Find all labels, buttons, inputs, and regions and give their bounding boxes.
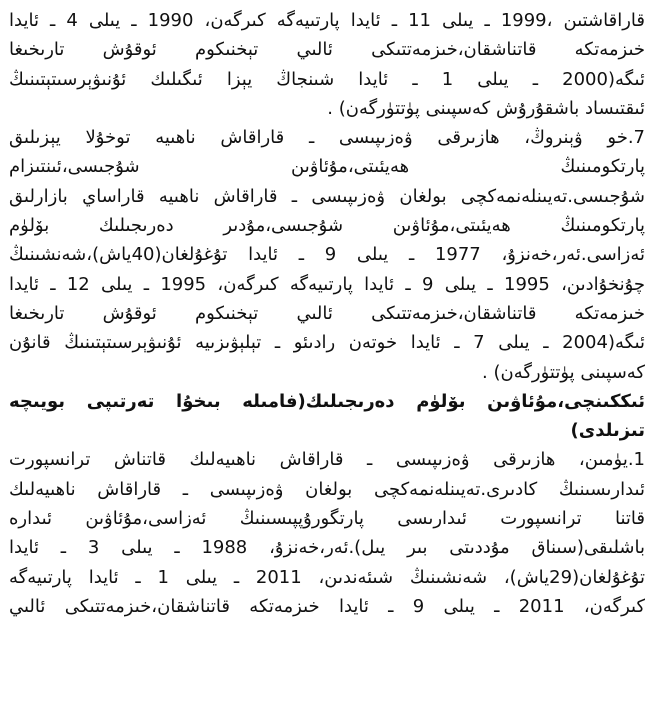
text-line: باشلىقى(سىناق مۇددىتى بىر يىل).ئەر،خەنزۇ، 1988 ـ يىلى 3 ـ ئايدا: [9, 537, 645, 559]
text-line: شۇجىسى.تەيىنلەنمەكچى بولغان ۋەزىپىسى ـ قاراقاش ناھىيە قاراساي بازارلىق: [9, 185, 645, 207]
text-line: 7.خو ۋېنروڭ، ھازىرقى ۋەزىپىسى ـ قاراقاش ناھىيە توخۇلا يېزىلىق: [9, 127, 645, 149]
paragraph-2: [9, 123, 645, 387]
text-line: قاراقاشتىن ،1999 ـ يىلى 11 ـ ئايدا پارتىيەگە كىرگەن، 1990 ـ يىلى 4 ـ ئايدا: [9, 10, 645, 31]
text-line: خىزمەتكە قاتناشقان،خىزمەتتىكى ئالىي تېخنىكوم ئوقۇش تارىخىغا: [9, 302, 645, 324]
text-line: ئىقتىساد باشقۇرۇش كەسپىنى پۈتتۈرگەن) .: [327, 97, 645, 119]
text-line: كەسپىنى پۈتتۈرگەن) .: [482, 361, 645, 383]
text-line: ئىگە(2004 ـ يىلى 7 ـ ئايدا خوتەن رادىئو ـ تېلېۋىزىيە ئۇنىۋېرسىتېتىنىڭ قانۇن: [9, 332, 645, 354]
heading-line: تىزىلدى): [570, 420, 645, 442]
text-line: تۇغۇلغان(29ياش)، شەنشىنىڭ شىئەندىن، 2011 ـ يىلى 1 ـ ئايدا پارتىيەگە: [9, 566, 645, 588]
text-line: پارتكومىنىڭ ھەيئىتى،مۇئاۋىن شۇجىسى،مۇدىر دەرىجىلىك بۆلۈم: [9, 215, 645, 237]
paragraph-1: [9, 6, 645, 123]
heading-line: ئىككىنچى،مۇئاۋىن بۆلۈم دەرىجىلىك(فامىلە بىخۇا تەرتىپى بويىچە: [9, 390, 645, 412]
text-line: كىرگەن، 2011 ـ يىلى 9 ـ ئايدا خىزمەتكە قاتناشقان،خىزمەتتىكى ئالىي: [9, 595, 645, 617]
text-line: چۇنخۇادىن، 1995 ـ يىلى 9 ـ ئايدا پارتىيەگە كىرگەن، 1995 ـ يىلى 12 ـ ئايدا: [9, 273, 645, 295]
text-line: پارتكومىنىڭ ھەيئىتى،مۇئاۋىن شۇجىسى،ئىنتىزام: [9, 156, 645, 178]
text-line: ئىدارىسىنىڭ كادىرى.تەيىنلەنمەكچى بولغان ۋەزىپىسى ـ قاراقاش ناھىيەلىك: [9, 478, 645, 500]
section-heading: [9, 387, 645, 446]
text-line: قاتنا ترانسپورت ئىدارىسى پارتگورۇپپىسىنىڭ ئەزاسى،مۇئاۋىن ئىدارە: [9, 508, 645, 530]
text-line: 1.يۈمىن، ھازىرقى ۋەزىپىسى ـ قاراقاش ناھىيەلىك قاتناش ترانسپورت: [9, 449, 645, 471]
text-line: ئەزاسى.ئەر،خەنزۇ، 1977 ـ يىلى 9 ـ ئايدا تۇغۇلغان(40ياش)،شەنشىنىڭ: [9, 244, 645, 266]
text-line: خىزمەتكە قاتناشقان،خىزمەتتىكى ئالىي تېخنىكوم ئوقۇش تارىخىغا: [9, 39, 645, 61]
paragraph-3: [9, 445, 645, 621]
text-line: ئىگە(2000 ـ يىلى 1 ـ ئايدا شىنجاڭ يېزا ئىگىلىك ئۇنىۋېرسىتېتىنىڭ: [9, 68, 645, 90]
